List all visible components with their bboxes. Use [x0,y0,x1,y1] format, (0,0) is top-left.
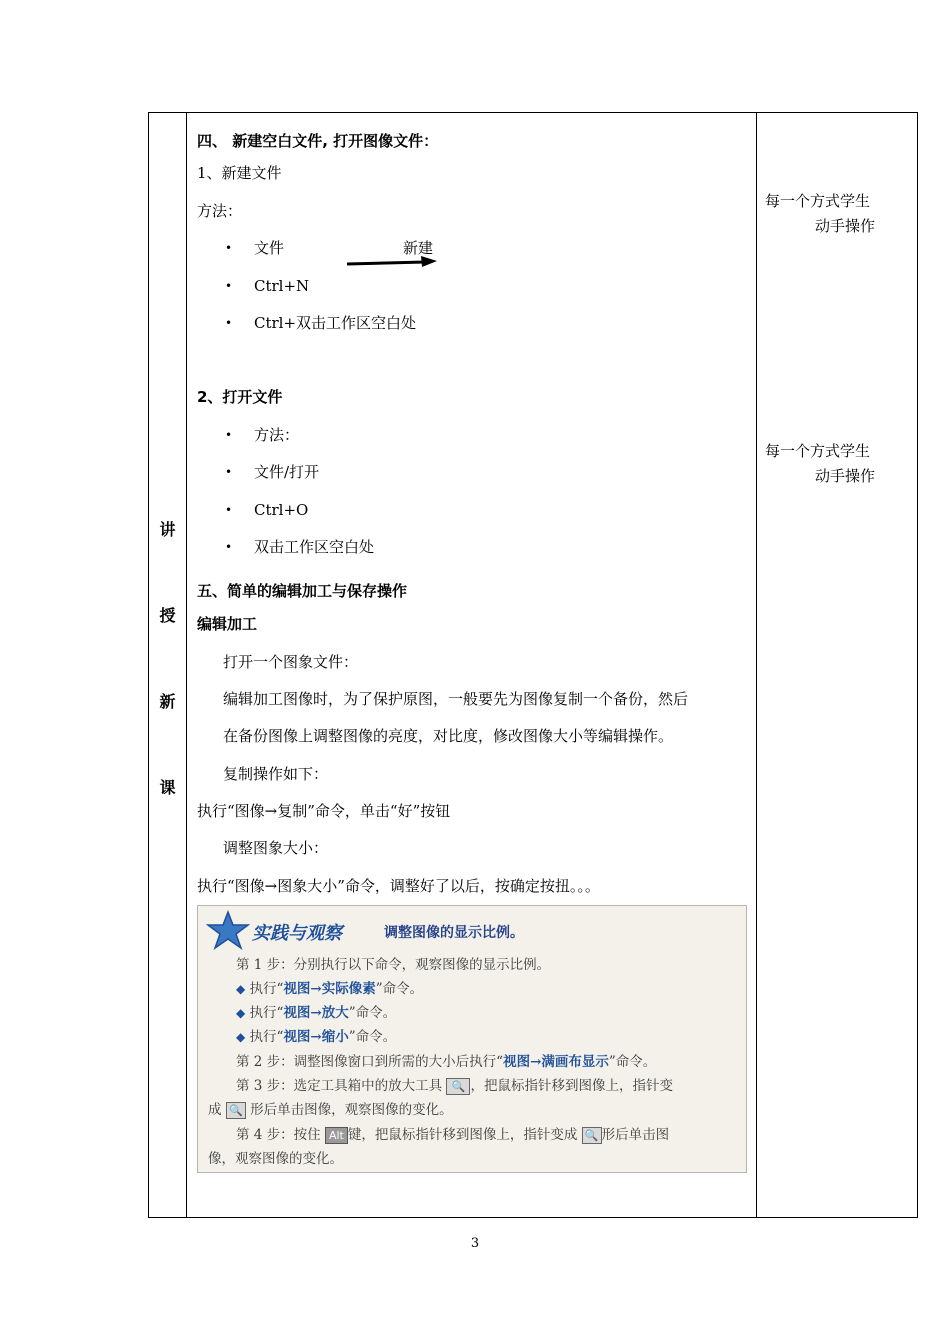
zoom-out-cursor-icon: 🔍 [582,1127,602,1144]
practice-item-prefix: 执行“ [249,1005,284,1021]
practice-step-3-cont [208,1101,453,1119]
page-number: 3 [470,1236,480,1251]
bullet-icon: • [225,428,233,442]
arrow-target-label: 新建 [403,239,434,257]
practice-step-4-text: 第 4 步：按住 [236,1127,321,1143]
content-column [187,113,757,1217]
practice-step-2-suffix: ”命令。 [608,1054,657,1070]
side-heading-char: 新 [159,692,176,711]
subheading-open-file: 2、打开文件 [197,388,283,406]
bullet-open-dblclick: 双击工作区空白处 [254,538,375,556]
bullet-new-menu: 文件 [254,239,285,257]
practice-step-3-text: 第 3 步：选定工具箱中的放大工具 [236,1078,443,1094]
practice-step-4-text: 形后单击图 [601,1127,670,1143]
paragraph-line: 复制操作如下： [223,765,329,783]
practice-step-2-command: 视图→满画布显示 [503,1054,609,1070]
practice-step-1: 第 1 步：分别执行以下命令，观察图像的显示比例。 [236,957,551,973]
practice-item-suffix: ”命令。 [348,1029,397,1045]
practice-step-4-text: 键，把鼠标指针移到图像上，指针变成 [347,1127,578,1143]
subheading-new-file: 1、新建文件 [197,164,282,182]
practice-item-command: 视图→缩小 [283,1029,349,1045]
teaching-note [765,439,905,489]
practice-item-suffix: ”命令。 [348,1005,397,1021]
practice-item [236,980,423,998]
practice-step-3-text: 形后单击图像，观察图像的变化。 [250,1102,453,1118]
side-heading-column [149,113,186,1217]
practice-step-3-text: ，把鼠标指针移到图像上，指针变 [470,1078,673,1094]
side-heading-char: 授 [159,606,176,625]
practice-item [236,1004,396,1022]
practice-subtitle: 调整图像的显示比例。 [384,925,524,941]
practice-item-prefix: 执行“ [249,981,284,997]
lesson-table [148,112,918,1218]
bullet-open-shortcut: Ctrl+O [254,501,309,519]
side-heading-char: 讲 [159,520,176,539]
practice-step-2-prefix: 第 2 步：调整图像窗口到所需的大小后执行“ [236,1054,504,1070]
practice-item-command: 视图→放大 [283,1005,349,1021]
subheading-editing: 编辑加工 [197,615,258,633]
diamond-icon: ◆ [236,1030,246,1044]
bullet-icon: • [225,503,233,517]
paragraph-line: 调整图象大小： [223,839,329,857]
practice-step-3 [236,1077,673,1095]
practice-item-suffix: ”命令。 [375,981,424,997]
teaching-note-line: 动手操作 [815,467,876,485]
bullet-open-menu: 文件/打开 [254,463,320,481]
practice-item-prefix: 执行“ [249,1029,284,1045]
star-icon [206,910,250,950]
practice-step-3-text: 成 [208,1102,222,1118]
bullet-icon: • [225,540,233,554]
diamond-icon: ◆ [236,982,246,996]
paragraph-line: 在备份图像上调整图像的亮度，对比度，修改图像大小等编辑操作。 [223,727,674,745]
paragraph-line: 打开一个图象文件： [223,653,359,671]
teaching-note-line: 每一个方式学生 [765,442,871,460]
bullet-shortcut-dblclick: Ctrl+双击工作区空白处 [254,314,417,332]
practice-step-4-cont: 像，观察图像的变化。 [208,1151,343,1167]
practice-title: 实践与观察 [252,923,342,944]
bullet-icon: • [225,316,233,330]
practice-box [197,905,747,1173]
paragraph-line: 执行“图像→复制”命令，单击“好”按钮 [197,802,451,820]
practice-step-4 [236,1126,669,1144]
side-heading-char: 课 [159,778,176,797]
method-label: 方法： [197,202,243,220]
teaching-note [765,189,905,239]
alt-key-icon: Alt [325,1127,348,1144]
practice-step-2 [236,1053,656,1071]
section-4-heading: 四、 新建空白文件, 打开图像文件： [197,132,439,150]
zoom-tool-icon: 🔍 [446,1078,470,1095]
section-5-heading: 五、简单的编辑加工与保存操作 [197,582,408,600]
bullet-icon: • [225,241,233,255]
paragraph-line: 编辑加工图像时，为了保护原图，一般要先为图像复制一个备份，然后 [223,690,689,708]
practice-item-command: 视图→实际像素 [283,981,376,997]
bullet-icon: • [225,465,233,479]
practice-item [236,1028,396,1046]
bullet-method: 方法： [254,426,300,444]
bullet-shortcut: Ctrl+N [254,277,310,295]
paragraph-line: 执行“图像→图象大小”命令，调整好了以后，按确定按扭。。。 [197,877,600,895]
bullet-icon: • [225,279,233,293]
diamond-icon: ◆ [236,1006,246,1020]
notes-column [758,113,918,1217]
teaching-note-line: 每一个方式学生 [765,192,871,210]
teaching-note-line: 动手操作 [815,217,876,235]
zoom-in-cursor-icon: 🔍 [226,1102,246,1119]
